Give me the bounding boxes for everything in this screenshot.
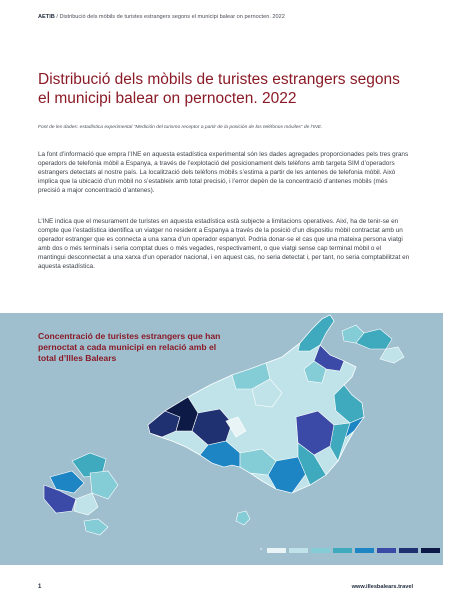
formentera-island [84, 519, 108, 535]
municipality-eivissa [74, 493, 98, 515]
header-separator: / [54, 14, 60, 20]
legend-swatch-5 [355, 548, 374, 553]
footer-page-number: 1 [38, 584, 42, 590]
header-brand: AETIB [38, 14, 55, 20]
page-title: Distribució dels mòbils de turistes estrangers segons el municipi balear on pernocten. 2022 [38, 71, 400, 107]
legend-swatch-8 [421, 548, 440, 553]
cabrera-island [236, 511, 250, 525]
legend-swatch-7 [399, 548, 418, 553]
map-panel [0, 313, 453, 565]
header-subtitle: Distribució dels mòbils de turistes estrangers segons el municipi balear on pernocten. 2022 [59, 14, 285, 20]
menorca-southeast [380, 347, 404, 363]
legend-swatch-3 [311, 548, 330, 553]
menorca-island [342, 325, 404, 363]
paragraph-limitations: L’INE indica que el mesurament de turistes en aquesta estadística està subjecte a limitacions operatives. Així, ha de tenir-se en compte que l’estadística identifica un viatger no resident a Espanya a través de la posició d’un dispositiu mòbil contractat amb un operador estranger que es connecta a una xarxa d’un operador espanyol. Podria donar-se el cas que una mateixa persona viatgi amb dos o més terminals i seria comptat dues o més vegades, respectivament, o que viatgi sense cap terminal mòbil o el mantingui desconnectat a una xarxa d’un operador nacional, i en aquest cas, no seria detectat i, per tant, no seria comptabilitzat en aquesta estadística. [38, 218, 410, 271]
source-note: Font de les dades: estadística experimental “Medición del turismo receptor a partir de la posición de los teléfonos móviles” de l’INE. [38, 125, 323, 130]
legend-swatch-1 [267, 548, 286, 553]
paragraph-data-source: La font d’informació que empra l’INE en aquesta estadística experimental són les dades agregades proporcionades pels tres grans operadors de telefonia mòbil a Espanya, a través de l’explotació del posicionament dels telèfons amb targeta SIM d’operadors estrangers detectats al nostre país. La localització dels telèfons mòbils s’estima a partir de les antenes de telefonia mòbil. Això implica que la ubicació d’un mòbil no s’estableix amb total precisió, i l’error depèn de la concentració d’antenes mòbils (més precisió a major concentració d’antenes). [38, 151, 409, 195]
legend-swatch-2 [289, 548, 308, 553]
legend-high-label: + [448, 546, 453, 553]
map-title: Concentració de turistes estrangers que han pernoctat a cada municipi en relació amb el total d’Illes Balears [38, 331, 221, 363]
map-legend [255, 546, 457, 554]
eivissa-island [44, 453, 118, 515]
footer-url[interactable]: www.illesbalears.travel [351, 584, 413, 590]
legend-swatch-4 [333, 548, 352, 553]
legend-low-label: - [260, 546, 263, 553]
municipality-pollenca [298, 315, 334, 351]
legend-swatch-6 [377, 548, 396, 553]
municipality-santa-eularia [90, 471, 118, 499]
header-line [38, 14, 418, 21]
